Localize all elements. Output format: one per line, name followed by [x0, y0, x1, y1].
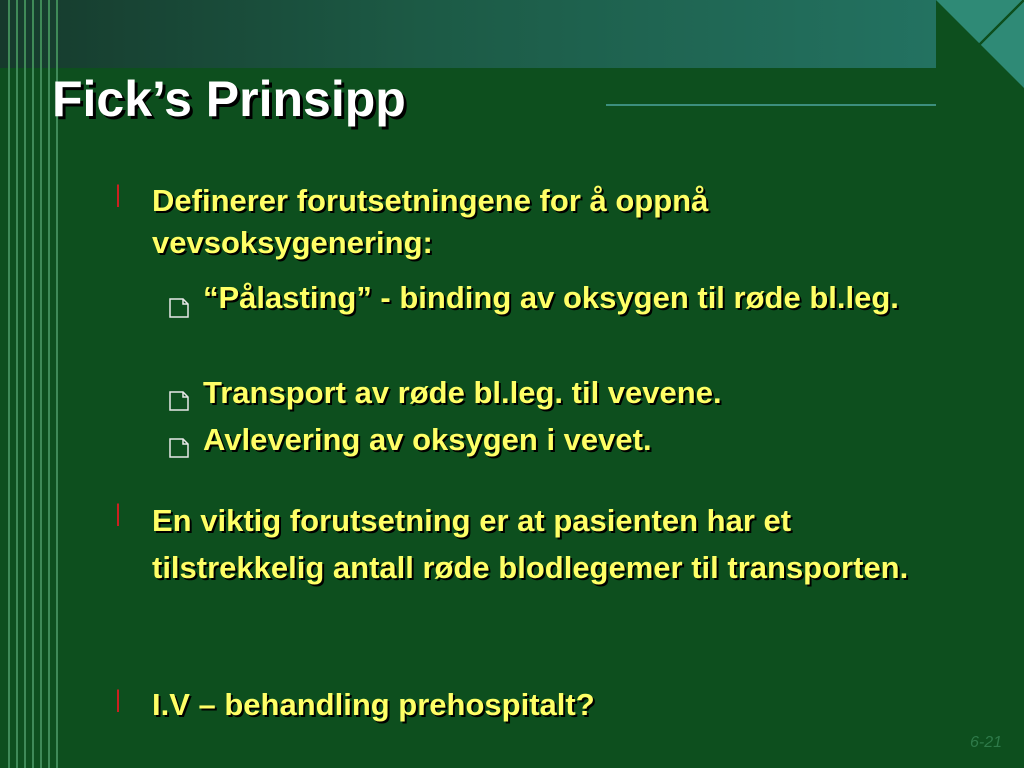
sub-bullet-3-text: Avlevering av oksygen i vevet. — [203, 422, 652, 457]
slide-number: 6-21 — [969, 734, 1002, 751]
bullet-2-text: En viktig forutsetning er at pasienten har et tilstrekkelig antall røde blodlegemer til transporten. — [152, 503, 909, 585]
sub-bullet-1-icon — [168, 297, 190, 319]
sub-bullet-2-text: Transport av røde bl.leg. til vevene. — [203, 375, 722, 410]
title-rule — [606, 104, 936, 106]
bullet-2-icon: | — [114, 500, 122, 527]
sub-bullet-2-icon — [168, 390, 190, 412]
bullet-1-icon: | — [114, 181, 122, 208]
bullet-3-icon: | — [114, 686, 122, 713]
corner-fold-edge — [936, 0, 1024, 88]
slide-title: Fick’s Prinsipp — [52, 71, 406, 127]
top-header-band — [0, 0, 936, 68]
bullet-1-text: Definerer forutsetningene for å oppnå vevsoksygenering: — [152, 183, 709, 261]
sub-bullet-1-text: “Pålasting” - binding av oksygen til røde bl.leg. — [203, 280, 899, 315]
bullet-3-text: I.V – behandling prehospitalt? — [152, 687, 595, 722]
sub-bullet-3-icon — [168, 437, 190, 459]
